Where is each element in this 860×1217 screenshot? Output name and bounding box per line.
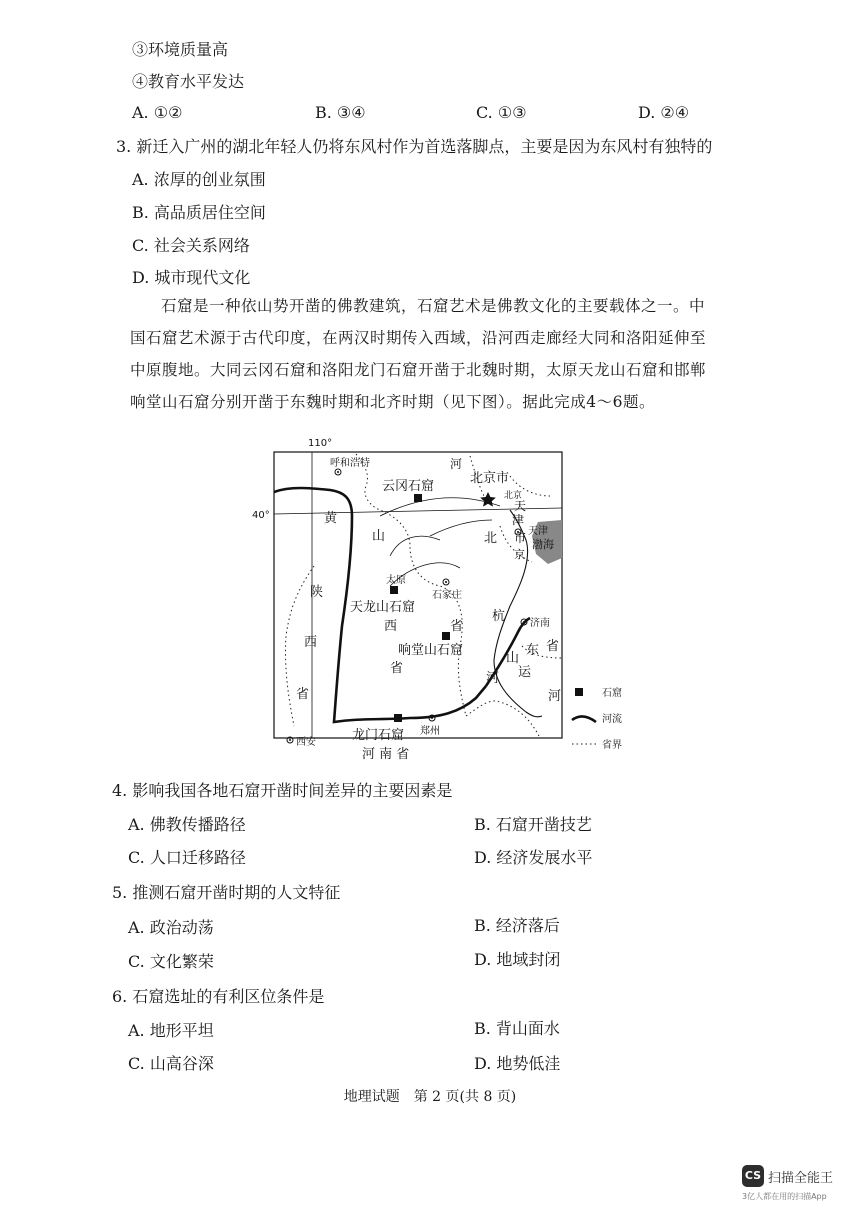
camscanner-icon: CS — [742, 1165, 764, 1187]
legend-river: 河流 — [602, 714, 622, 725]
q6-stem: 6. 石窟选址的有利区位条件是 — [112, 987, 325, 1006]
label-yun: 运 — [518, 665, 532, 680]
label-dong: 东 — [526, 643, 540, 658]
label-sheng3: 省 — [450, 619, 464, 634]
label-beijing-small: 北京 — [504, 491, 523, 501]
q4-option-b: B. 石窟开凿技艺 — [474, 815, 592, 834]
label-jing: 京 — [514, 548, 525, 561]
label-xiangtang: 响堂山石窟 — [398, 643, 464, 658]
label-he1: 河 — [450, 457, 463, 471]
legend-border: 省界 — [602, 740, 622, 751]
label-huang: 黄 — [324, 511, 338, 526]
label-shaan: 陕 — [310, 585, 324, 600]
grotto-map — [252, 436, 622, 766]
legend-river-symbol — [572, 716, 596, 722]
q2-choice-c: C. ①③ — [476, 103, 527, 122]
label-sheng4: 省 — [546, 639, 560, 654]
page-footer: 地理试题 第 2 页(共 8 页) — [343, 1089, 517, 1105]
label-tianjin: 天津 — [528, 526, 548, 537]
q3-option-a: A. 浓厚的创业氛围 — [132, 170, 266, 189]
label-beijing-city: 北京市 — [470, 471, 510, 486]
label-sheng1: 省 — [296, 687, 310, 702]
river-3 — [390, 536, 440, 556]
label-shijiazhuang: 石家庄 — [432, 590, 462, 601]
map-legend — [572, 686, 622, 751]
legend-grotto-symbol — [575, 688, 583, 696]
q4-option-d: D. 经济发展水平 — [474, 848, 593, 867]
label-tianlong: 天龙山石窟 — [350, 600, 416, 615]
tianlong-grotto — [390, 586, 398, 594]
label-hohhot: 呼和浩特 — [330, 458, 370, 469]
q6-option-b: B. 背山面水 — [474, 1019, 560, 1038]
q2-option-4: ④教育水平发达 — [132, 72, 245, 91]
q3-option-c: C. 社会关系网络 — [132, 236, 250, 255]
label-xi1: 西 — [304, 635, 318, 650]
q5-option-d: D. 地域封闭 — [474, 950, 561, 969]
xiangtang-grotto — [442, 632, 450, 640]
longmen-grotto — [394, 714, 402, 722]
beijing-star — [480, 492, 496, 507]
q4-option-c: C. 人口迁移路径 — [128, 848, 246, 867]
label-yungang: 云冈石窟 — [382, 479, 435, 494]
q3-stem: 3. 新迁入广州的湖北年轻人仍将东风村作为首选落脚点，主要是因为东风村有独特的 — [116, 137, 713, 156]
label-bei: 北 — [484, 531, 498, 546]
passage: 石窟是一种依山势开凿的佛教建筑，石窟艺术是佛教文化的主要载体之一。中国石窟艺术源于古代印度，在两汉时期传入西域，沿河西走廊经大同和洛阳延伸至中原腹地。大同云冈石窟和洛阳龙门石窟开凿于北魏时期，太原天龙山石窟和邯郸响堂山石窟分别开凿于东魏时期和北齐时期（见下图）。据此完成4～6题。 — [130, 297, 707, 411]
lon-label: 110° — [308, 438, 333, 449]
q2-option-3: ③环境质量高 — [132, 40, 229, 59]
q4-stem: 4. 影响我国各地石窟开凿时间差异的主要因素是 — [112, 781, 453, 800]
watermark-subtitle: 3亿人都在用的扫描App — [742, 1192, 827, 1201]
river-2 — [430, 520, 492, 536]
q6-option-a: A. 地形平坦 — [128, 1021, 214, 1040]
label-jin: 津 — [512, 513, 525, 527]
watermark-title: 扫描全能王 — [768, 1171, 834, 1186]
q4-option-a: A. 佛教传播路径 — [128, 815, 246, 834]
label-shan2: 山 — [506, 651, 520, 666]
q5-stem: 5. 推测石窟开凿时期的人文特征 — [112, 883, 341, 902]
q2-choice-a: A. ①② — [132, 103, 183, 122]
label-he3: 河 — [548, 689, 562, 704]
label-xi2: 西 — [384, 619, 398, 634]
q3-option-b: B. 高品质居住空间 — [132, 203, 266, 222]
legend-grotto: 石窟 — [602, 688, 622, 699]
label-zhengzhou: 郑州 — [420, 726, 440, 737]
yungang-grotto — [414, 494, 422, 502]
label-taiyuan: 太原 — [386, 575, 406, 586]
label-longmen: 龙门石窟 — [352, 728, 405, 743]
q2-choice-d: D. ②④ — [638, 103, 690, 122]
label-bohai: 渤海 — [532, 538, 554, 551]
label-he2: 河 — [486, 671, 500, 686]
label-shi: 市 — [514, 531, 527, 545]
q6-option-d: D. 地势低洼 — [474, 1054, 561, 1073]
river-north — [380, 498, 500, 516]
q5-option-c: C. 文化繁荣 — [128, 952, 214, 971]
q6-option-c: C. 山高谷深 — [128, 1054, 214, 1073]
q3-option-d: D. 城市现代文化 — [132, 268, 251, 287]
label-henan: 河 南 省 — [362, 747, 410, 762]
label-sheng2: 省 — [390, 661, 404, 676]
label-shan-char: 山 — [372, 529, 386, 544]
lat-label: 40° — [252, 510, 270, 521]
q2-choice-b: B. ③④ — [315, 103, 366, 122]
label-jinan: 济南 — [530, 618, 550, 629]
q5-option-b: B. 经济落后 — [474, 916, 560, 935]
q5-option-a: A. 政治动荡 — [128, 918, 214, 937]
label-xian: 西安 — [296, 737, 316, 748]
label-tian: 天 — [514, 499, 527, 513]
label-hang: 杭 — [492, 609, 506, 624]
